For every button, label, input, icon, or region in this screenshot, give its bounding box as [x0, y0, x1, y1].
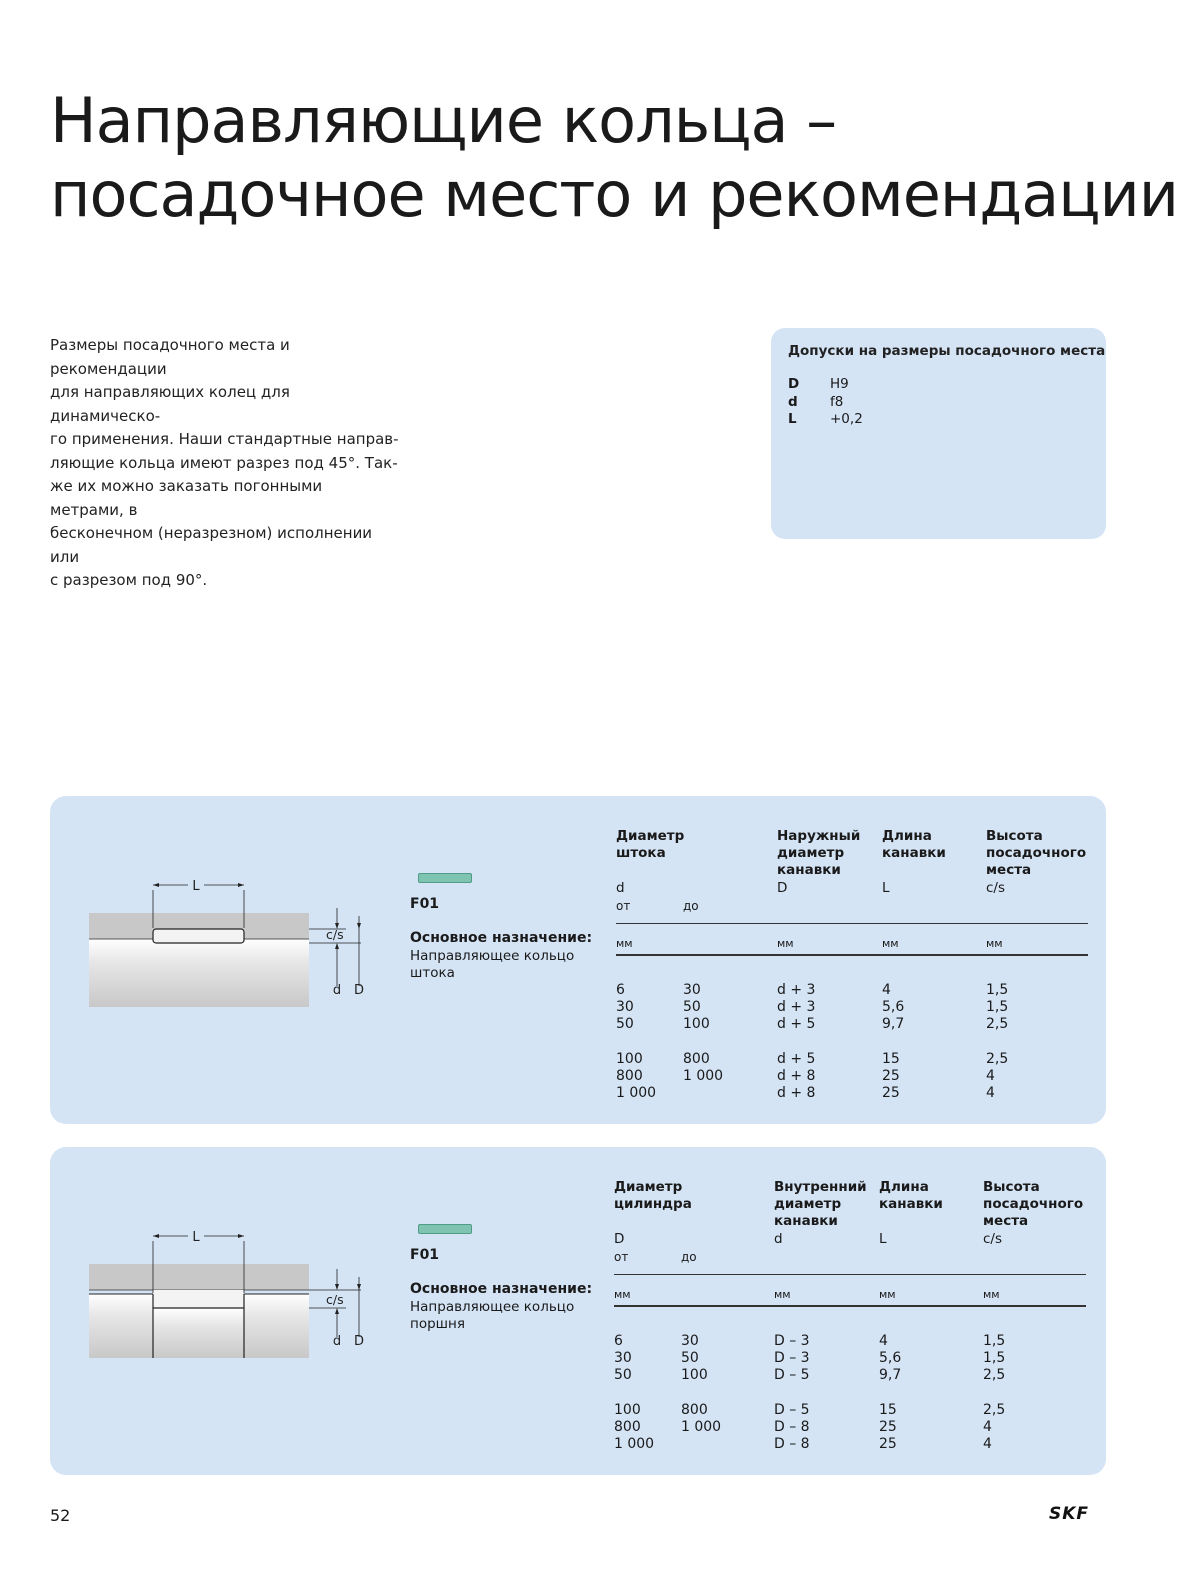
intro-paragraph [50, 334, 400, 593]
tolerance-key: d [788, 394, 798, 410]
col-unit: мм [774, 1288, 791, 1301]
dim-L-label: L [192, 879, 200, 894]
table-cell: 25 [879, 1418, 897, 1435]
table-rule [616, 923, 1088, 924]
table-cell: D – 8 [774, 1418, 810, 1435]
col-sub-from: от [614, 1250, 629, 1264]
table-cell: 2,5 [986, 1016, 1009, 1033]
dim-L-label: L [192, 1230, 200, 1245]
col-length-values [879, 1333, 901, 1453]
col-symbol: D [777, 880, 788, 896]
col-sub-to: до [681, 1250, 697, 1264]
col-unit: мм [986, 937, 1003, 950]
tolerance-row [788, 411, 863, 428]
col-unit: мм [882, 937, 899, 950]
table-cell: 30 [614, 1350, 632, 1367]
rod-shape [89, 939, 309, 1007]
col-height-values [986, 982, 1008, 1102]
col-unit: мм [879, 1288, 896, 1301]
table-cell: 25 [882, 1085, 900, 1102]
skf-logo [1049, 1503, 1107, 1523]
table-cell: 4 [879, 1333, 888, 1349]
table-cell: 9,7 [882, 1016, 905, 1033]
tolerance-value: H9 [830, 376, 849, 392]
guide-ring-shape [153, 1290, 244, 1308]
dim-D-label: D [353, 983, 365, 998]
table-cell: d + 8 [777, 1067, 816, 1084]
tolerance-row [788, 394, 843, 411]
col-height-values [983, 1333, 1005, 1453]
table-cell: 800 [683, 1050, 710, 1067]
table-cell: 50 [683, 999, 701, 1016]
table-cell: D – 3 [774, 1333, 810, 1349]
table-cell: 6 [616, 982, 625, 998]
dim-cs-label: c/s [326, 1292, 344, 1307]
col-sub-from: от [616, 899, 631, 913]
table-cell: d + 8 [777, 1085, 816, 1102]
col-header-groove-diameter: Наружный диаметр канавки [777, 828, 861, 879]
rod-guide-ring-panel [50, 796, 1106, 1124]
table-cell: d + 3 [777, 982, 816, 998]
table-cell: 30 [681, 1333, 699, 1349]
tolerances-box [771, 328, 1106, 539]
tolerance-value: f8 [830, 394, 844, 410]
rod-groove-diagram [86, 876, 386, 1026]
table-cell: 4 [983, 1418, 992, 1435]
piston-groove-diagram [86, 1227, 386, 1377]
col-header-diameter: Диаметр штока [616, 828, 685, 862]
col-groove-values [774, 1333, 810, 1453]
table-cell: 1,5 [986, 999, 1009, 1016]
table-cell: 6 [614, 1333, 623, 1349]
col-symbol: L [882, 880, 890, 896]
col-symbol: L [879, 1231, 887, 1247]
skf-logo-text: SKF [1049, 1504, 1090, 1523]
table-rule [614, 1274, 1086, 1275]
col-symbol: c/s [983, 1231, 1003, 1247]
table-cell: 4 [986, 1085, 995, 1102]
col-unit: мм [616, 937, 633, 950]
table-cell: D – 5 [774, 1367, 810, 1384]
tolerance-key: D [788, 376, 800, 392]
table-cell: 1,5 [983, 1333, 1006, 1349]
piston-groove-bottom-shape [153, 1308, 244, 1358]
tolerance-row [788, 376, 849, 393]
profile-code: F01 [410, 896, 440, 912]
table-cell: d + 5 [777, 1050, 816, 1067]
table-cell: 50 [681, 1350, 699, 1367]
page-number: 52 [50, 1506, 71, 1525]
table-cell: 100 [683, 1016, 710, 1033]
table-cell: 1 000 [683, 1067, 724, 1084]
piston-guide-ring-panel [50, 1147, 1106, 1475]
intro-line: для направляющих колец для динамическо- [50, 383, 290, 425]
dim-cs-label: c/s [326, 927, 344, 942]
table-cell: 1,5 [986, 982, 1009, 998]
table-cell: 1 000 [681, 1418, 722, 1435]
table-cell: 9,7 [879, 1367, 902, 1384]
title-line-2: посадочное место и рекомендации [50, 158, 1179, 231]
table-cell: 30 [616, 999, 634, 1016]
table-cell: 800 [614, 1418, 641, 1435]
purpose-text: Направляющее кольцо штока [410, 948, 575, 981]
table-cell: 100 [614, 1401, 641, 1418]
guide-ring-shape [153, 929, 244, 943]
tolerances-title: Допуски на размеры посадочного места [788, 343, 1106, 359]
intro-line: Размеры посадочного места и рекомендации [50, 336, 290, 378]
cylinder-wall-shape [89, 1264, 309, 1290]
table-cell: 50 [614, 1367, 632, 1384]
table-cell: 4 [882, 982, 891, 998]
purpose-label: Основное назначение: [410, 1281, 593, 1297]
col-symbol: c/s [986, 880, 1006, 896]
table-cell: 25 [882, 1067, 900, 1084]
col-sub-to: до [683, 899, 699, 913]
table-cell: 5,6 [882, 999, 905, 1016]
table-cell: 50 [616, 1016, 634, 1033]
table-cell: 30 [683, 982, 701, 998]
tolerance-value: +0,2 [830, 411, 863, 427]
table-cell: 1 000 [616, 1085, 657, 1102]
table-cell: 1 000 [614, 1436, 655, 1453]
col-symbol: D [614, 1231, 625, 1247]
table-rule [616, 954, 1088, 956]
table-cell: 1,5 [983, 1350, 1006, 1367]
col-header-groove-length: Длина канавки [879, 1179, 943, 1213]
table-cell: D – 3 [774, 1350, 810, 1367]
table-cell: d + 5 [777, 1016, 816, 1033]
table-cell [681, 1436, 721, 1453]
intro-line: бесконечном (неразрезном) исполнении или [50, 524, 373, 566]
col-unit: мм [777, 937, 794, 950]
table-rule [614, 1305, 1086, 1307]
guide-ring-profile-icon [418, 873, 472, 883]
col-header-groove-diameter: Внутренний диаметр канавки [774, 1179, 867, 1230]
piston-shape [89, 1294, 153, 1358]
table-cell: 5,6 [879, 1350, 902, 1367]
table-cell: d + 3 [777, 999, 816, 1016]
dim-D-label: D [353, 1334, 365, 1349]
intro-line: же их можно заказать погонными метрами, в [50, 477, 323, 519]
col-header-seat-height: Высота посадочного места [986, 828, 1087, 879]
table-cell: 15 [882, 1050, 900, 1067]
tolerance-key: L [788, 411, 797, 427]
table-cell: 15 [879, 1401, 897, 1418]
intro-line: го применения. Наши стандартные направ- [50, 430, 399, 448]
table-cell: 2,5 [983, 1367, 1006, 1384]
col-header-groove-length: Длина канавки [882, 828, 946, 862]
col-unit: мм [614, 1288, 631, 1301]
table-cell: 100 [616, 1050, 643, 1067]
intro-line: ляющие кольца имеют разрез под 45°. Так- [50, 453, 398, 472]
table-cell: 4 [983, 1436, 992, 1453]
table-cell: 800 [616, 1067, 643, 1084]
table-cell [683, 1085, 723, 1102]
table-cell: D – 8 [774, 1436, 810, 1453]
table-cell: 4 [986, 1067, 995, 1084]
table-cell: 800 [681, 1401, 708, 1418]
col-length-values [882, 982, 904, 1102]
col-symbol: d [616, 880, 625, 896]
table-cell: 2,5 [986, 1050, 1009, 1067]
dim-d-label: d [332, 1334, 342, 1349]
col-symbol: d [774, 1231, 783, 1247]
piston-shape [244, 1294, 309, 1358]
table-cell: 100 [681, 1367, 708, 1384]
col-to-values [681, 1333, 721, 1453]
col-to-values [683, 982, 723, 1102]
purpose-label: Основное назначение: [410, 930, 593, 946]
guide-ring-profile-icon [418, 1224, 472, 1234]
col-header-seat-height: Высота посадочного места [983, 1179, 1084, 1230]
intro-line: с разрезом под 90°. [50, 571, 208, 589]
col-from-values [616, 982, 656, 1102]
col-from-values [614, 1333, 654, 1453]
col-header-diameter: Диаметр цилиндра [614, 1179, 692, 1213]
title-line-1: Направляющие кольца – [50, 84, 837, 157]
table-cell: 25 [879, 1436, 897, 1453]
dim-d-label: d [332, 983, 342, 998]
page-title [50, 84, 1178, 232]
col-groove-values [777, 982, 815, 1102]
table-cell: 2,5 [983, 1401, 1006, 1418]
col-unit: мм [983, 1288, 1000, 1301]
table-cell: D – 5 [774, 1401, 810, 1418]
profile-code: F01 [410, 1247, 440, 1263]
purpose-text: Направляющее кольцо поршня [410, 1299, 575, 1332]
